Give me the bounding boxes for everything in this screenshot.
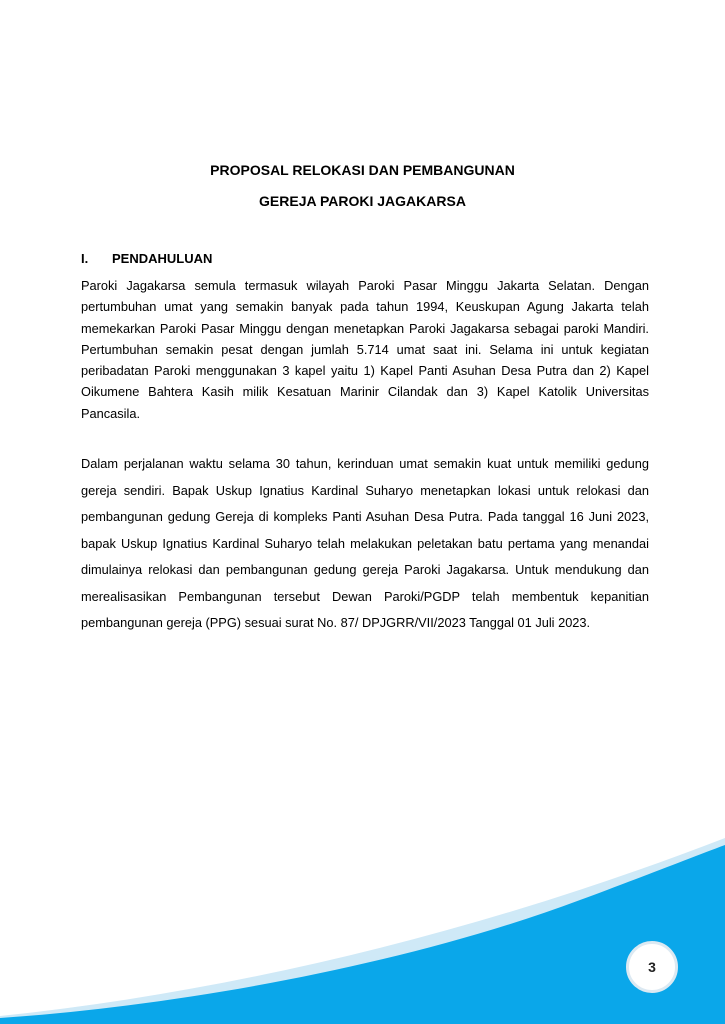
page-number: 3 [648,959,656,975]
section-number: I. [81,251,89,266]
footer-wave-main [0,845,725,1024]
document-title-line1: PROPOSAL RELOKASI DAN PEMBANGUNAN [210,162,515,178]
paragraph-history: Dalam perjalanan waktu selama 30 tahun, kerinduan umat semakin kuat untuk memiliki gedung gereja sendiri. Bapak Uskup Ignatius Kardinal Suharyo menetapkan lokasi untuk relokasi dan pembangunan gedung Gereja di kompleks Panti Asuhan Desa Putra. Pada tanggal 16 Juni 2023, bapak Uskup Ignatius Kardinal Suharyo telah melakukan peletakan batu pertama yang menandai dimulainya relokasi dan pembangunan gedung gereja Paroki Jagakarsa. Untuk mendukung dan merealisasikan Pembangunan tersebut Dewan Paroki/PGDP telah membentuk kepanitian pembangunan gereja (PPG) sesuai surat No. 87/ DPJGRR/VII/2023 Tanggal 01 Juli 2023. [81,456,649,630]
section-heading [81,251,212,266]
section-heading-text: PENDAHULUAN [112,251,213,266]
paragraph-intro: Paroki Jagakarsa semula termasuk wilayah Paroki Pasar Minggu Jakarta Selatan. Dengan pertumbuhan umat yang semakin banyak pada tahun 1994, Keuskupan Agung Jakarta telah memekarkan Paroki Pasar Minggu dengan menetapkan Paroki Jagakarsa sebagai paroki Mandiri. Pertumbuhan semakin pesat dengan jumlah 5.714 umat saat ini. Selama ini untuk kegiatan peribadatan Paroki menggunakan 3 kapel yaitu 1) Kapel Panti Asuhan Desa Putra dan 2) Kapel Oikumene Bahtera Kasih milik Kesatuan Marinir Cilandak dan 3) Kapel Katolik Universitas Pancasila. [81,278,649,421]
page-number-badge [626,941,678,993]
document-title-line2: GEREJA PAROKI JAGAKARSA [259,193,466,209]
